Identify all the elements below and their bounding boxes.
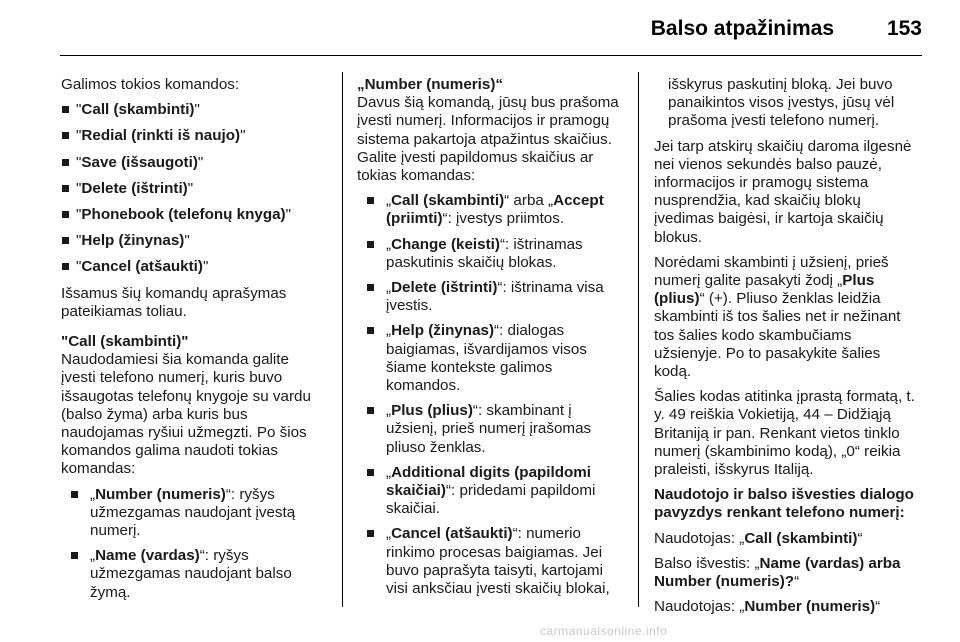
command-item-redial: "Redial (rinkti iš naujo)" — [61, 127, 327, 145]
command-item-save: "Save (išsaugoti)" — [61, 154, 327, 172]
number-option-help: „Help (žinynas)“: dialogas baigiamas, išvardijamos visos šiame kontekste galimos komandos. — [357, 322, 623, 395]
dialog-line-1: Naudotojas: „Call (skambinti)“ — [654, 529, 863, 547]
command-item-cancel: "Cancel (atšaukti)" — [61, 258, 327, 276]
dialog-line-3: Naudotojas: „Number (numeris)“ — [654, 598, 881, 616]
column-divider-2 — [638, 72, 639, 607]
call-option-number: „Number (numeris)“: ryšys užmezgamas naudojant įvestą numerį. — [61, 486, 327, 541]
command-item-help: "Help (žinynas)" — [61, 232, 327, 250]
number-option-change: „Change (keisti)“: ištrinamas paskutinis skaičių blokas. — [357, 236, 623, 272]
column-1 — [61, 76, 327, 609]
commands-intro: Galimos tokios komandos: — [61, 76, 240, 93]
country-code-paragraph: Šalies kodas atitinka įprastą formatą, t. y. 49 reiškia Vokietiją, 44 – Didžiąją Britaniją ir pan. Renkant vietos tinklo numerį (skambinimo kodą), „0“ reikia praleisti, išskyrus Italiją. — [654, 388, 915, 479]
column-3 — [654, 76, 920, 623]
command-item-call: "Call (skambinti)" — [61, 101, 327, 119]
command-list — [61, 101, 327, 276]
page-title: Balso atpažinimas — [650, 17, 834, 40]
watermark: carmanualsonline.info — [540, 624, 668, 638]
call-section-text: Naudodamiesi šia komanda galite įvesti telefono numerį, kuris buvo išsaugotas telefonų knygoje su vardu (balso žyma) arba kuris bus naudojamas ryšiui užmegzti. Po šios komandos galima naudoti tokias komandas: — [61, 351, 311, 478]
command-item-phonebook: "Phonebook (telefonų knyga)" — [61, 206, 327, 224]
page-number: 153 — [886, 17, 922, 40]
page-header — [0, 0, 960, 56]
commands-outro: Išsamus šių komandų aprašymas pateikiamas toliau. — [61, 284, 287, 320]
call-option-name: „Name (vardas)“: ryšys užmezgamas naudojant balso žymą. — [61, 547, 327, 602]
number-option-cancel: „Cancel (atšaukti)“: numerio rinkimo procesas baigiamas. Jei buvo paprašyta taisyti, kartojami visi anksčiau įvesti skaičių blokai, — [357, 525, 623, 598]
call-section-heading: "Call (skambinti)" — [61, 333, 189, 351]
number-section-heading: „Number (numeris)“ — [357, 76, 503, 93]
plus-paragraph: Norėdami skambinti į užsienį, prieš numerį galite pasakyti žodį „Plus (plius)“ (+). Pliuso ženklas leidžia skambinti iš tos šalies net ir nežinant tos šalies kodo skambučiams užsienyje. Po to pasakykite šalies kodą. — [654, 253, 901, 381]
cancel-continuation: išskyrus paskutinį bloką. Jei buvo panaikintos visos įvestys, jūsų vėl prašoma įvesti telefono numerį. — [668, 76, 895, 130]
command-item-delete: "Delete (ištrinti)" — [61, 180, 327, 198]
number-option-call-accept: „Call (skambinti)“ arba „Accept (priimti)“: įvestys priimtos. — [357, 192, 623, 228]
dialog-line-2: Balso išvestis: „Name (vardas) arba Number (numeris)?“ — [654, 554, 901, 591]
pause-paragraph: Jei tarp atskirų skaičių daroma ilgesnė nei vienos sekundės balso pauzė, informacijos ir pramogų sistema nusprendžia, kad skaičių blokų įvedimas baigėsi, ir kartoja skaičių blokus. — [654, 137, 912, 246]
number-option-delete: „Delete (ištrinti)“: ištrinama visa įvestis. — [357, 279, 623, 315]
call-options-list — [61, 486, 327, 602]
number-section-text: Davus šią komandą, jūsų bus prašoma įvesti numerį. Informacijos ir pramogų sistema pakartoja atpažintus skaičius. Galite įvesti papildomus skaičius ar tokias komandas: — [357, 94, 619, 185]
column-2 — [357, 76, 623, 605]
header-divider — [60, 55, 922, 56]
number-options-list — [357, 192, 623, 598]
column-divider-1 — [342, 72, 343, 607]
number-option-additional-digits: „Additional digits (papildomi skaičiai)“: pridedami papildomi skaičiai. — [357, 464, 623, 519]
number-option-plus: „Plus (plius)“: skambinant į užsienį, prieš numerį įrašomas pliuso ženklas. — [357, 402, 623, 457]
example-heading: Naudotojo ir balso išvesties dialogo pavyzdys renkant telefono numerį: — [654, 486, 914, 522]
